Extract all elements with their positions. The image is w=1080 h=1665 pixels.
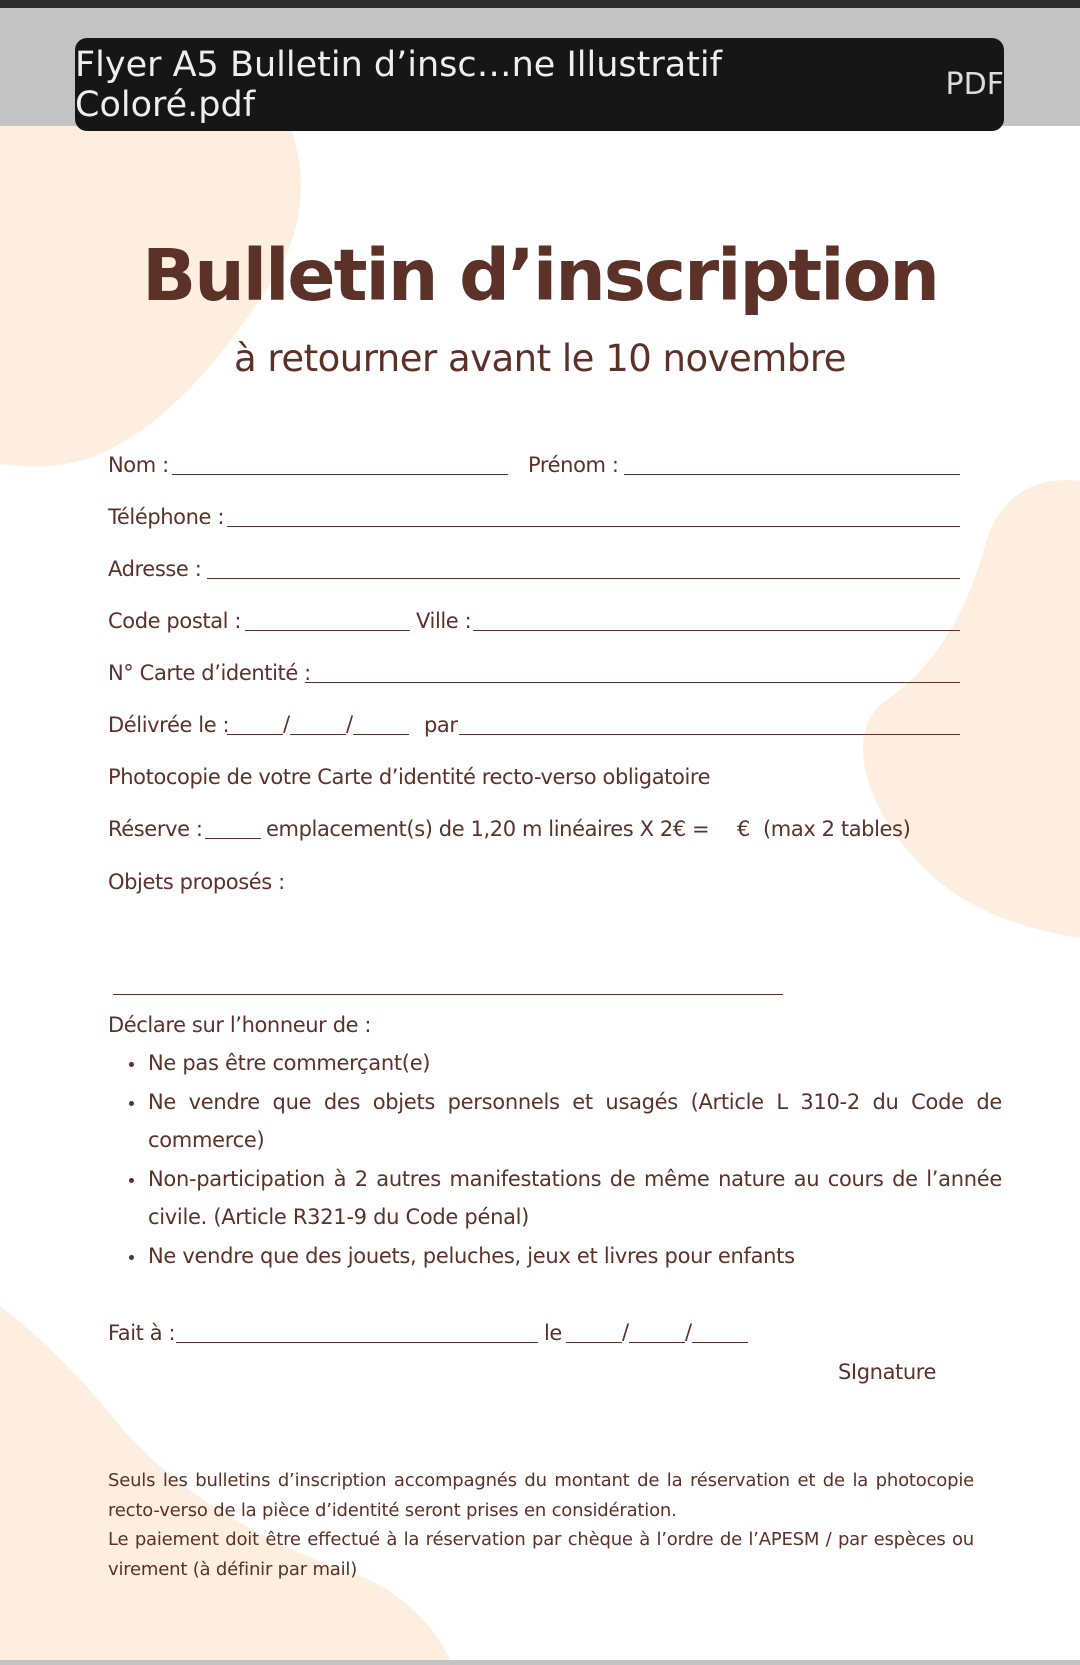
document-subtitle: à retourner avant le 10 novembre bbox=[234, 337, 846, 380]
label-adresse: Adresse : bbox=[108, 557, 202, 581]
reserve-max: (max 2 tables) bbox=[763, 817, 911, 841]
photocopie-note: Photocopie de votre Carte d’identité recto-verso obligatoire bbox=[108, 765, 711, 789]
label-le: le bbox=[544, 1321, 562, 1345]
label-nom: Nom : bbox=[108, 453, 169, 477]
label-telephone: Téléphone : bbox=[108, 505, 225, 529]
field-fait-a-line[interactable] bbox=[176, 1342, 538, 1343]
footer-paragraph: Le paiement doit être effectué à la réservation par chèque à l’ordre de l’APESM / par espèces ou virement (à définir par mail) bbox=[108, 1529, 974, 1580]
footer-note bbox=[108, 1466, 974, 1584]
label-par: par bbox=[424, 713, 458, 737]
field-date-annee[interactable] bbox=[692, 1342, 748, 1343]
viewer-bottom-edge bbox=[0, 1660, 1080, 1665]
label-code-postal: Code postal : bbox=[108, 609, 242, 633]
field-date-jour[interactable] bbox=[566, 1342, 622, 1343]
reserve-description: emplacement(s) de 1,20 m linéaires X 2€ = bbox=[266, 817, 710, 841]
label-ville: Ville : bbox=[416, 609, 472, 633]
document-title: Bulletin d’inscription bbox=[142, 234, 938, 317]
date-separator: / bbox=[622, 1320, 629, 1344]
label-prenom: Prénom : bbox=[528, 453, 619, 477]
reserve-currency: € bbox=[737, 817, 750, 841]
field-delivree-jour[interactable] bbox=[227, 734, 283, 735]
field-delivree-mois[interactable] bbox=[290, 734, 346, 735]
field-ville-line[interactable] bbox=[473, 630, 960, 631]
field-telephone-line[interactable] bbox=[227, 526, 960, 527]
label-reserve: Réserve : bbox=[108, 817, 203, 841]
list-item: • Ne pas être commerçant(e) bbox=[146, 1044, 1002, 1083]
label-objets-proposes: Objets proposés : bbox=[108, 870, 285, 894]
file-name-bar[interactable] bbox=[75, 38, 1004, 131]
list-item: • Ne vendre que des objets personnels et usagés (Article L 310-2 du Code de commerce) bbox=[146, 1083, 1002, 1160]
list-item: • Ne vendre que des jouets, peluches, jeux et livres pour enfants bbox=[146, 1237, 1002, 1276]
field-adresse-line[interactable] bbox=[207, 578, 960, 579]
field-objets-line[interactable] bbox=[113, 994, 783, 995]
date-separator: / bbox=[346, 712, 353, 736]
list-item: • Non-participation à 2 autres manifestations de même nature au cours de l’année civile. (Article R321-9 du Code pénal) bbox=[146, 1160, 1002, 1237]
field-delivree-par-line[interactable] bbox=[459, 734, 960, 735]
honour-intro: Déclare sur l’honneur de : bbox=[108, 1013, 372, 1037]
label-carte-identite: N° Carte d’identité : bbox=[108, 661, 311, 685]
field-prenom-line[interactable] bbox=[624, 474, 960, 475]
field-date-mois[interactable] bbox=[629, 1342, 685, 1343]
footer-paragraph: Seuls les bulletins d’inscription accompagnés du montant de la réservation et de la photocopie recto-verso de la pièce d’identité seront prises en considération. bbox=[108, 1470, 974, 1521]
file-type-label: PDF bbox=[945, 67, 1004, 102]
label-delivree-le: Délivrée le : bbox=[108, 713, 230, 737]
date-separator: / bbox=[283, 712, 290, 736]
signature-label: SIgnature bbox=[838, 1360, 937, 1384]
date-separator: / bbox=[685, 1320, 692, 1344]
field-nom-line[interactable] bbox=[172, 474, 508, 475]
field-code-postal-line[interactable] bbox=[245, 630, 410, 631]
honour-list bbox=[118, 1044, 1002, 1275]
field-delivree-annee[interactable] bbox=[353, 734, 409, 735]
field-carte-identite-line[interactable] bbox=[305, 682, 960, 683]
label-fait-a: Fait à : bbox=[108, 1321, 176, 1345]
file-name: Flyer A5 Bulletin d’insc…ne Illustratif Coloré.pdf bbox=[75, 44, 722, 125]
field-reserve-quantity[interactable] bbox=[205, 838, 261, 839]
viewer-top-edge bbox=[0, 0, 1080, 8]
